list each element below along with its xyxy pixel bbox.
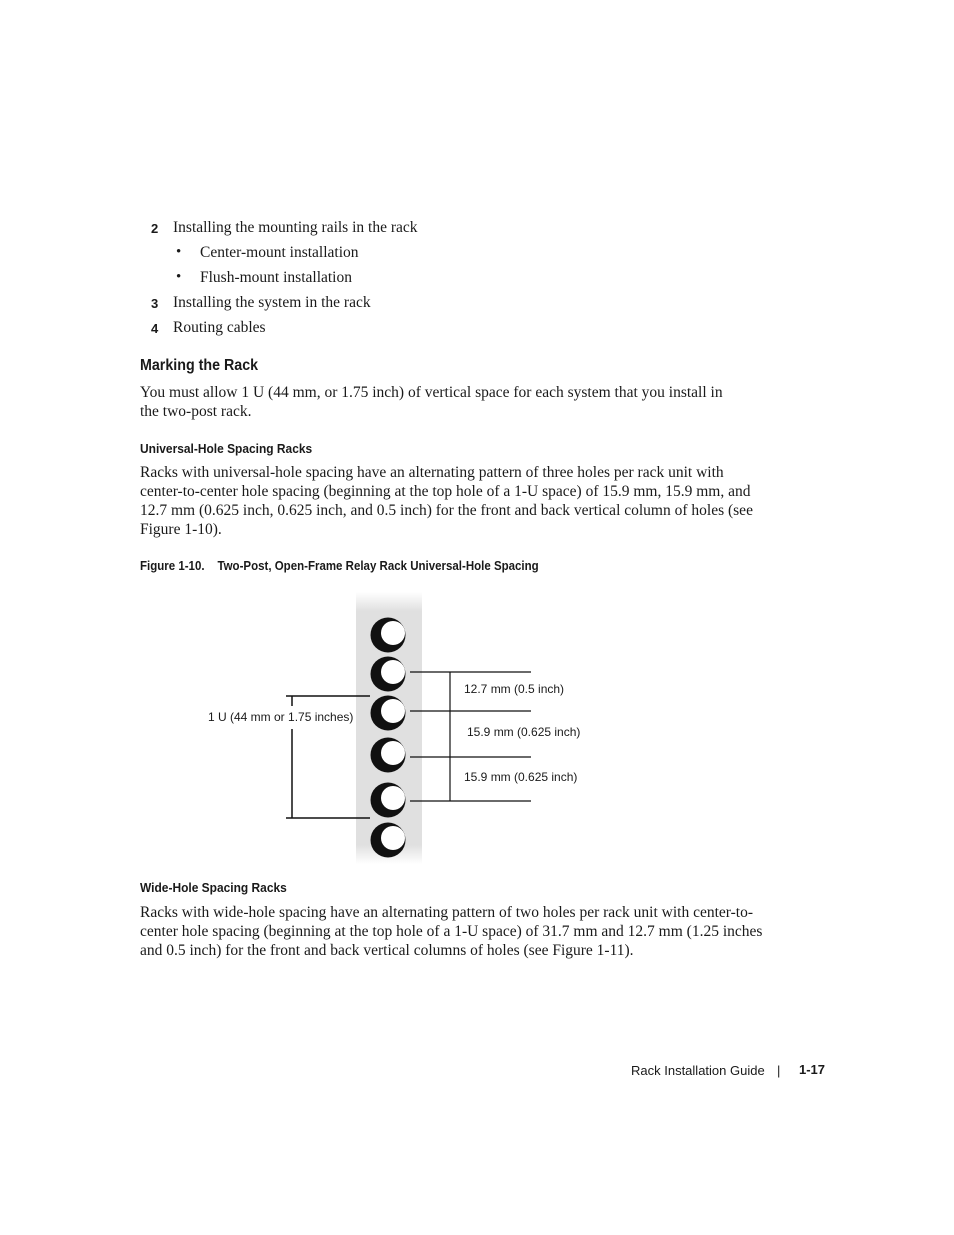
label-gap-15-9mm-lower: 15.9 mm (0.625 inch)	[464, 770, 578, 784]
list-item-mounting-rails: Installing the mounting rails in the rack	[173, 219, 418, 236]
subheading-universal: Universal-Hole Spacing Racks	[140, 441, 313, 456]
bullet-dot: •	[176, 269, 182, 285]
rack-hole	[371, 783, 406, 818]
rack-hole	[371, 823, 406, 858]
universal-paragraph: Racks with universal-hole spacing have an alternating pattern of three holes per rack unit with center-to-center hole spacing (beginning at the top hole of a 1-U space) of 15.9 mm, 15.9 mm, and 12.7 mm (0.625 inch, 0.625 inch, and 0.5 inch) for the front and back vertical column of holes (see Figure 1-10).	[140, 464, 753, 538]
list-number-2: 2	[151, 221, 159, 236]
footer-guide-title: Rack Installation Guide	[631, 1063, 765, 1078]
rack-hole	[371, 657, 406, 692]
rack-hole	[371, 738, 406, 773]
section-heading-marking: Marking the Rack	[140, 357, 259, 374]
rack-hole	[371, 618, 406, 653]
bullet-dot: •	[176, 244, 182, 260]
label-gap-15-9mm-upper: 15.9 mm (0.625 inch)	[467, 725, 581, 739]
rack-hole	[371, 696, 406, 731]
label-one-unit: 1 U (44 mm or 1.75 inches)	[208, 710, 354, 724]
subheading-wide: Wide-Hole Spacing Racks	[140, 880, 287, 895]
figure-number: Figure 1-10.	[140, 559, 205, 573]
figure-title: Two-Post, Open-Frame Relay Rack Universal-Hole Spacing	[217, 559, 539, 573]
list-number-4: 4	[151, 321, 159, 336]
list-item-install-system: Installing the system in the rack	[173, 294, 371, 311]
marking-paragraph: You must allow 1 U (44 mm, or 1.75 inch) of vertical space for each system that you install in the two-post rack.	[140, 384, 723, 420]
footer-page-number: 1-17	[799, 1062, 826, 1077]
label-gap-12-7mm: 12.7 mm (0.5 inch)	[464, 682, 565, 696]
list-number-3: 3	[151, 296, 159, 311]
bullet-item-center-mount: Center-mount installation	[200, 244, 359, 261]
list-item-routing-cables: Routing cables	[173, 319, 266, 336]
bullet-item-flush-mount: Flush-mount installation	[200, 269, 352, 286]
footer-separator: |	[777, 1063, 781, 1078]
wide-paragraph: Racks with wide-hole spacing have an alternating pattern of two holes per rack unit with center-to-center hole spacing (beginning at the top hole of a 1-U space) of 31.7 mm and 12.7 mm (1.25 inches and 0.5 inch) for the front and back vertical columns of holes (see Figure 1-11).	[140, 904, 763, 959]
